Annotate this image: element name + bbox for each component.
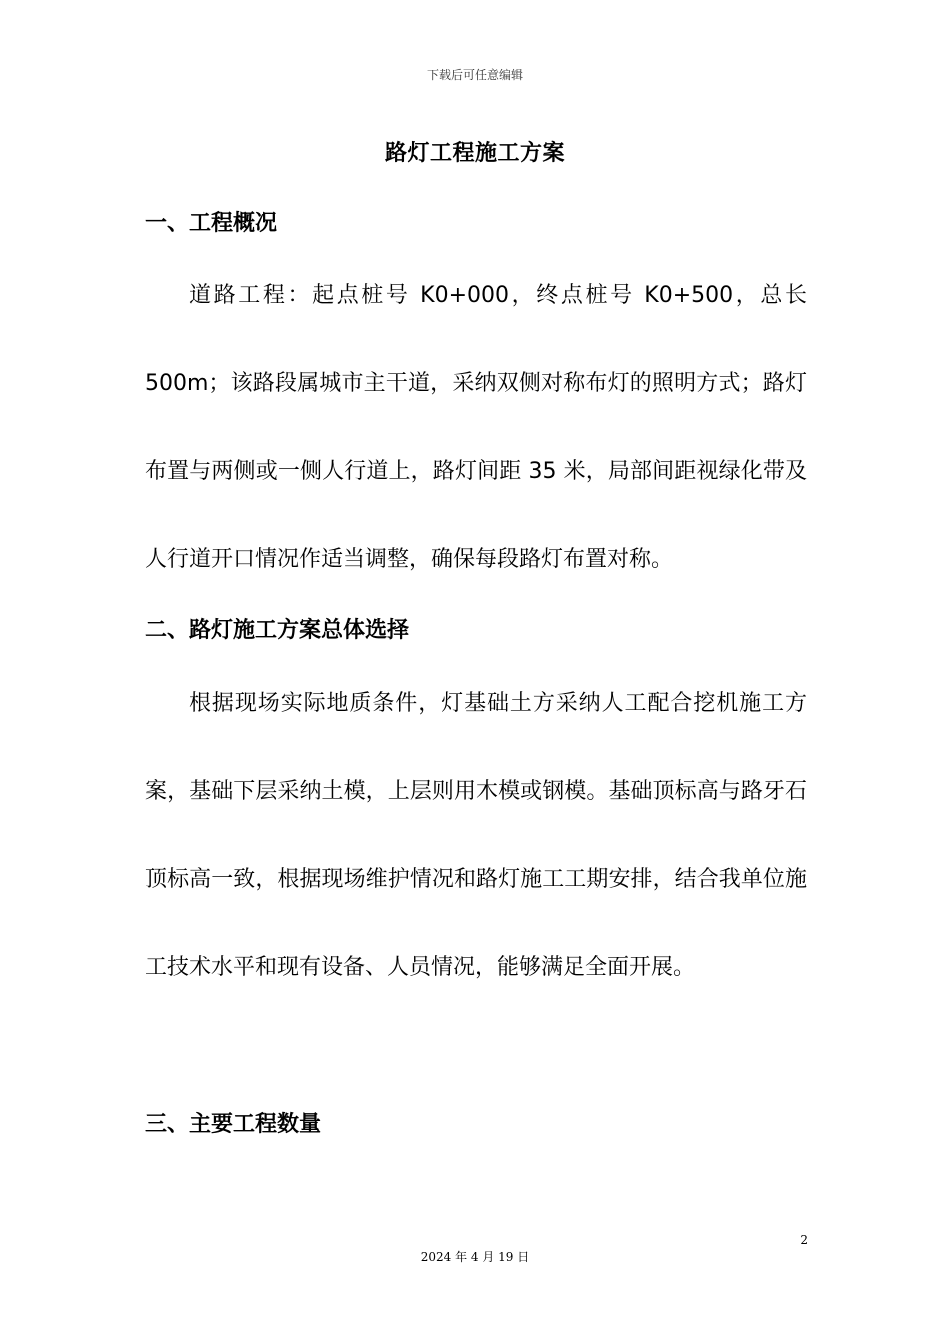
document-title: 路灯工程施工方案 xyxy=(384,141,565,166)
page-number: 2 xyxy=(800,1233,808,1247)
section-1 xyxy=(145,209,807,239)
section-heading-overview: 一、工程概况 xyxy=(145,211,278,236)
section-2 xyxy=(145,616,807,646)
section-heading-quantities: 三、主要工程数量 xyxy=(145,1112,322,1137)
page-header-note: 下载后可任意编辑 xyxy=(426,68,523,82)
footer-date: 2024 年 4 月 19 日 xyxy=(420,1250,530,1264)
section-3 xyxy=(145,1110,807,1140)
paragraph-construction-plan: 根据现场实际地质条件，灯基础土方采纳人工配合挖机施工方案，基础下层采纳土模，上层则用木模或钢模。基础顶标高与路牙石顶标高一致，根据现场维护情况和路灯施工工期安排，结合我单位施工技术水平和现有设备、人员情况，能够满足全面开展。 xyxy=(145,691,807,980)
paragraph-overview: 道路工程：起点桩号 K0+000，终点桩号 K0+500，总长500m；该路段属城市主干道，采纳双侧对称布灯的照明方式；路灯布置与两侧或一侧人行道上，路灯间距 35 米，局部间距视绿化带及人行道开口情况作适当调整，确保每段路灯布置对称。 xyxy=(145,283,807,572)
section-heading-construction-plan: 二、路灯施工方案总体选择 xyxy=(145,618,410,643)
